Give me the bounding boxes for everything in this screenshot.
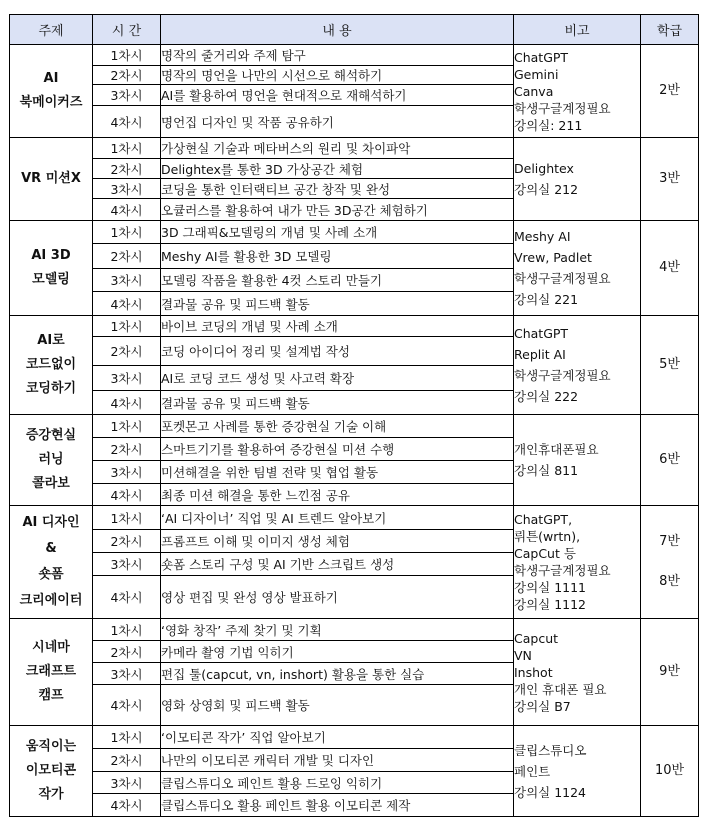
class-label: 3반	[659, 171, 680, 186]
note-cell	[514, 415, 641, 506]
topic-line: VR 미션X	[21, 171, 81, 186]
note-line: 강의실: 211	[514, 117, 583, 133]
note-line: Replit AI	[514, 347, 566, 362]
note-line: 강의실 1124	[514, 784, 587, 800]
session-cell: 1차시	[93, 221, 161, 244]
content-cell: 프롬프트 이해 및 이미지 생성 체험	[161, 530, 514, 553]
note-line: Canva	[514, 83, 554, 99]
content-cell: 스마트기기를 활용하여 증강현실 미션 수행	[161, 438, 514, 461]
class-cell	[641, 726, 699, 817]
class-cell	[641, 221, 699, 316]
topic-cell	[10, 415, 93, 506]
class-label: 7반	[659, 534, 680, 549]
topic-line: 시네마	[32, 640, 70, 655]
note-line: 강의실 1111	[514, 580, 587, 595]
content-cell: AI로 코딩 코드 생성 및 사고력 확장	[161, 366, 514, 391]
session-cell: 1차시	[93, 726, 161, 749]
header-session: 시 간	[93, 15, 161, 45]
session-cell: 4차시	[93, 106, 161, 138]
header-content: 내 용	[161, 15, 514, 45]
topic-cell	[10, 726, 93, 817]
session-cell: 2차시	[93, 159, 161, 179]
table-row	[10, 316, 699, 337]
session-cell: 3차시	[93, 461, 161, 484]
content-cell: 명언집 디자인 및 작품 공유하기	[161, 106, 514, 138]
content-cell: 카메라 촬영 기법 익히기	[161, 641, 514, 663]
topic-line: &	[45, 541, 57, 556]
session-cell: 3차시	[93, 366, 161, 391]
note-line: 개인 휴대폰 필요	[514, 681, 607, 697]
topic-line: 크래프트	[25, 664, 77, 679]
note-line: Meshy AI	[514, 229, 571, 244]
note-line: 학생구글계정필요	[514, 563, 611, 578]
note-line: Capcut	[514, 630, 559, 646]
content-cell: 3D 그래픽&모델링의 개념 및 사례 소개	[161, 221, 514, 244]
note-line: ChatGPT	[514, 49, 569, 65]
topic-cell	[10, 316, 93, 415]
note-line: ChatGPT	[514, 326, 569, 341]
note-line: 강의실 1112	[514, 597, 587, 612]
note-line: Inshot	[514, 664, 553, 680]
class-schedule-table	[9, 14, 699, 817]
content-cell: 편집 툴(capcut, vn, inshort) 활용을 통한 실습	[161, 663, 514, 685]
session-cell: 2차시	[93, 66, 161, 85]
session-cell: 1차시	[93, 138, 161, 159]
session-cell: 3차시	[93, 553, 161, 576]
table-row	[10, 45, 699, 66]
content-cell: ‘이모티콘 작가’ 직업 알아보기	[161, 726, 514, 749]
content-cell: 영화 상영회 및 피드백 활동	[161, 685, 514, 726]
session-cell: 2차시	[93, 337, 161, 366]
content-cell: 모델링 작품을 활용한 4컷 스토리 만들기	[161, 269, 514, 292]
table-row	[10, 138, 699, 159]
content-cell: 클립스튜디오 활용 페인트 활용 이모티콘 제작	[161, 794, 514, 817]
topic-cell	[10, 506, 93, 619]
content-cell: 숏폼 스토리 구성 및 AI 기반 스크립트 생성	[161, 553, 514, 576]
topic-line: AI로	[37, 333, 65, 348]
session-cell: 1차시	[93, 619, 161, 641]
class-label: 8반	[659, 574, 680, 589]
note-line: 강의실 811	[514, 463, 579, 478]
session-cell: 2차시	[93, 438, 161, 461]
topic-line: 숏폼	[38, 567, 64, 582]
class-label: 2반	[659, 83, 680, 98]
session-cell: 4차시	[93, 794, 161, 817]
content-cell: ‘영화 창작’ 주제 찾기 및 기획	[161, 619, 514, 641]
session-cell: 3차시	[93, 663, 161, 685]
session-cell: 4차시	[93, 292, 161, 316]
session-cell: 2차시	[93, 749, 161, 772]
table-row	[10, 221, 699, 244]
content-cell: 미션해결을 위한 팀별 전략 및 협업 활동	[161, 461, 514, 484]
class-label: 4반	[659, 260, 680, 275]
note-line: 학생구글계정필요	[514, 100, 611, 116]
topic-line: 크리에이터	[19, 593, 83, 608]
class-cell	[641, 415, 699, 506]
topic-line: 러닝	[38, 452, 64, 467]
topic-cell	[10, 221, 93, 316]
session-cell: 4차시	[93, 484, 161, 506]
table-row	[10, 619, 699, 641]
note-line: 뤼튼(wrtn),	[514, 529, 581, 544]
note-cell	[514, 138, 641, 221]
class-cell	[641, 316, 699, 415]
note-line: 클립스튜디오	[514, 742, 587, 758]
note-line: 강의실 222	[514, 389, 579, 404]
topic-line: 작가	[38, 787, 64, 802]
content-cell: AI를 활용하여 명언을 현대적으로 재해석하기	[161, 85, 514, 106]
session-cell: 3차시	[93, 269, 161, 292]
session-cell: 4차시	[93, 576, 161, 619]
content-cell: 최종 미션 해결을 통한 느낀점 공유	[161, 484, 514, 506]
topic-line: 증강현실	[25, 428, 77, 443]
content-cell: 바이브 코딩의 개념 및 사례 소개	[161, 316, 514, 337]
topic-cell	[10, 619, 93, 726]
header-class: 학급	[641, 15, 699, 45]
note-line: Gemini	[514, 66, 559, 82]
session-cell: 3차시	[93, 179, 161, 199]
topic-line: 북메이커즈	[19, 95, 83, 110]
content-cell: Meshy AI를 활용한 3D 모델링	[161, 244, 514, 269]
note-line: 학생구글계정필요	[514, 368, 611, 383]
topic-line: 움직이는	[25, 739, 77, 754]
class-cell	[641, 138, 699, 221]
table-row	[10, 506, 699, 530]
note-line: VN	[514, 647, 532, 663]
session-cell: 4차시	[93, 685, 161, 726]
table-row	[10, 415, 699, 438]
content-cell: 명작의 줄거리와 주제 탐구	[161, 45, 514, 66]
note-line: 강의실 221	[514, 292, 579, 307]
session-cell: 1차시	[93, 45, 161, 66]
note-line: 강의실 212	[514, 182, 579, 197]
note-cell	[514, 316, 641, 415]
content-cell: 오큘러스를 활용하여 내가 만든 3D공간 체험하기	[161, 199, 514, 221]
topic-line: 이모티콘	[25, 763, 77, 778]
header-topic: 주제	[10, 15, 93, 45]
note-line: Delightex	[514, 161, 574, 176]
topic-line: 코드없이	[25, 357, 77, 372]
note-line: 학생구글계정필요	[514, 271, 611, 286]
note-line: ChatGPT,	[514, 512, 573, 527]
topic-cell	[10, 138, 93, 221]
content-cell: 명작의 명언을 나만의 시선으로 해석하기	[161, 66, 514, 85]
topic-line: 모델링	[32, 272, 70, 287]
session-cell: 2차시	[93, 244, 161, 269]
content-cell: 결과물 공유 및 피드백 활동	[161, 292, 514, 316]
note-cell	[514, 45, 641, 138]
content-cell: 코딩 아이디어 정리 및 설계법 작성	[161, 337, 514, 366]
content-cell: 영상 편집 및 완성 영상 발표하기	[161, 576, 514, 619]
topic-line: 캠프	[38, 688, 64, 703]
session-cell: 2차시	[93, 641, 161, 663]
note-line: Vrew, Padlet	[514, 250, 592, 265]
class-label: 6반	[659, 452, 680, 467]
note-cell	[514, 221, 641, 316]
topic-line: AI 3D	[31, 248, 71, 263]
session-cell: 2차시	[93, 530, 161, 553]
content-cell: 코딩을 통한 인터랙티브 공간 창작 및 완성	[161, 179, 514, 199]
note-cell	[514, 726, 641, 817]
session-cell: 3차시	[93, 772, 161, 794]
session-cell: 4차시	[93, 391, 161, 415]
note-line: CapCut 등	[514, 546, 576, 561]
note-line: 개인휴대폰필요	[514, 442, 599, 457]
class-cell	[641, 619, 699, 726]
topic-cell	[10, 45, 93, 138]
session-cell: 3차시	[93, 85, 161, 106]
table-row	[10, 726, 699, 749]
session-cell: 1차시	[93, 506, 161, 530]
session-cell: 4차시	[93, 199, 161, 221]
class-label: 9반	[659, 664, 680, 679]
note-cell	[514, 619, 641, 726]
topic-line: AI	[43, 71, 59, 86]
note-line: 페인트	[514, 763, 551, 779]
topic-line: 코딩하기	[25, 381, 77, 396]
topic-line: 콜라보	[32, 476, 70, 491]
session-cell: 1차시	[93, 316, 161, 337]
content-cell: 포켓몬고 사례를 통한 증강현실 기술 이해	[161, 415, 514, 438]
content-cell: ‘AI 디자이너’ 직업 및 AI 트렌드 알아보기	[161, 506, 514, 530]
content-cell: Delightex를 통한 3D 가상공간 체험	[161, 159, 514, 179]
class-label: 5반	[659, 357, 680, 372]
content-cell: 결과물 공유 및 피드백 활동	[161, 391, 514, 415]
table-header-row	[10, 15, 699, 45]
session-cell: 1차시	[93, 415, 161, 438]
class-label: 10반	[654, 763, 685, 778]
note-cell	[514, 506, 641, 619]
class-cell	[641, 45, 699, 138]
content-cell: 클립스튜디오 페인트 활용 드로잉 익히기	[161, 772, 514, 794]
header-note: 비고	[514, 15, 641, 45]
table-body	[10, 45, 699, 817]
content-cell: 가상현실 기술과 메타버스의 원리 및 차이파악	[161, 138, 514, 159]
topic-line: AI 디자인	[22, 515, 80, 530]
note-line: 강의실 B7	[514, 698, 571, 714]
content-cell: 나만의 이모티콘 캐릭터 개발 및 디자인	[161, 749, 514, 772]
class-cell	[641, 506, 699, 619]
